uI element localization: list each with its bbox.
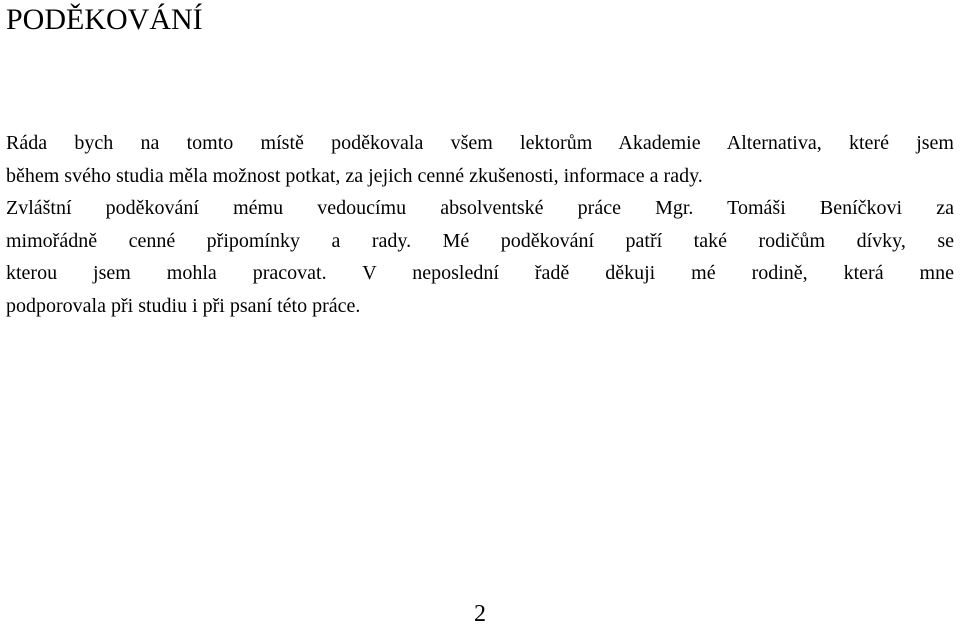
acknowledgement-paragraph	[6, 127, 954, 322]
paragraph-line: podporovala při studiu i při psaní této práce.	[6, 294, 361, 317]
page-heading: PODĚKOVÁNÍ	[6, 3, 203, 36]
paragraph-line: Ráda bych na tomto místě poděkovala všem lektorům Akademie Alternativa, které jsem	[6, 132, 954, 154]
paragraph-line: během svého studia měla možnost potkat, za jejich cenné zkušenosti, informace a rady.	[6, 164, 703, 187]
page-number: 2	[474, 601, 486, 627]
paragraph-line: mimořádně cenné připomínky a rady. Mé poděkování patří také rodičům dívky, se	[6, 229, 954, 252]
paragraph-line: Zvláštní poděkování mému vedoucímu absolventské práce Mgr. Tomáši Beníčkovi za	[6, 197, 954, 219]
paragraph-line: kterou jsem mohla pracovat. V neposlední řadě děkuji mé rodině, která mne	[6, 262, 954, 284]
